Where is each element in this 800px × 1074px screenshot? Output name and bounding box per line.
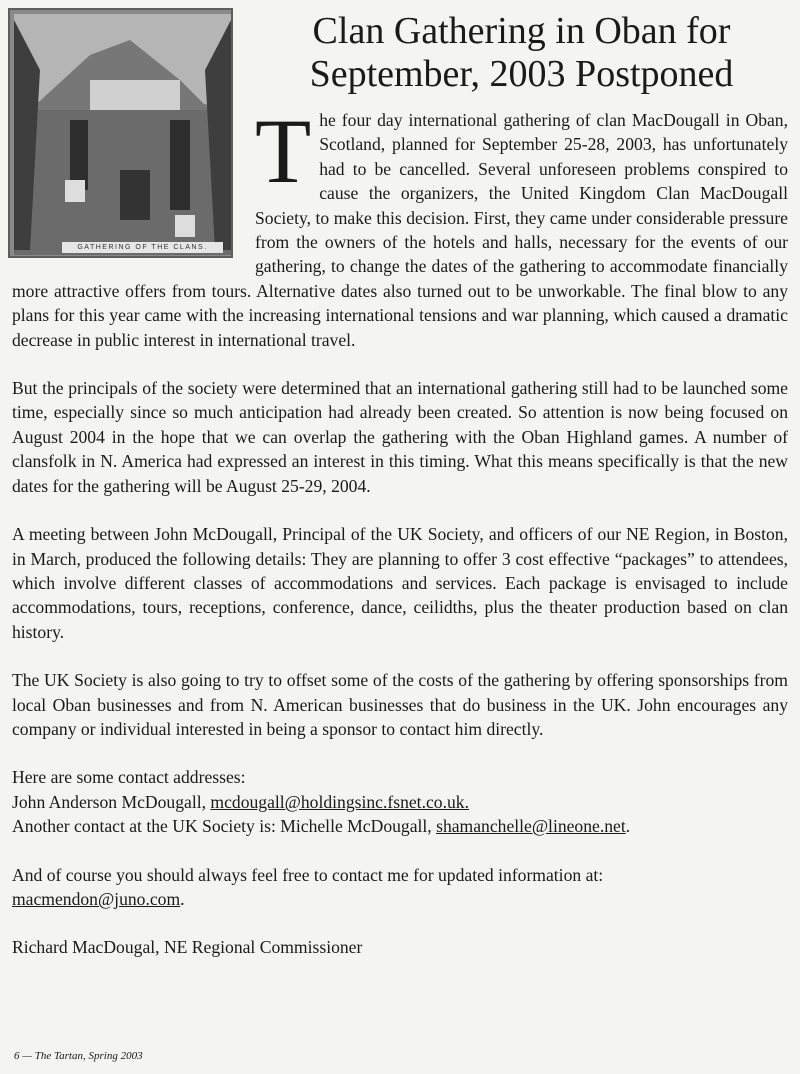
contact-2-label: Another contact at the UK Society is: Michelle McDougall, (12, 816, 437, 837)
closing-end: . (180, 888, 185, 909)
page-footer: 6 — The Tartan, Spring 2003 (14, 1050, 143, 1062)
contact-2-end: . (625, 816, 631, 837)
contact-1-email-link[interactable]: mcdougall@holdingsinc.fsnet.co.uk. (210, 791, 469, 812)
closing-email-link[interactable]: macmendon@juno.com (12, 888, 181, 909)
closing-text: And of course you should always feel free to contact me for updated information at: (12, 864, 604, 885)
illustration-scene (10, 10, 233, 258)
contact-2-email-link[interactable]: shamanchelle@lineone.net (436, 816, 626, 837)
illustration-caption: GATHERING OF THE CLANS. (62, 242, 223, 253)
signature: Richard MacDougal, NE Regional Commissioner (12, 937, 363, 958)
article-title: Clan Gathering in Oban for September, 2003 Postponed (309, 10, 734, 95)
paragraph-4: The UK Society is also going to try to offset some of the costs of the gathering by offering sponsorships from local Oban businesses and from N. American businesses that do business in the UK. John encourages any company or individual interested in being a sponsor to contact him directly. (12, 670, 788, 739)
contact-1 (12, 790, 788, 814)
drop-cap: T (255, 100, 312, 202)
paragraph-1-text: he four day international gathering of clan MacDougall in Oban, Scotland, planned for September 25-28, 2003, has unfortunately had to be cancelled. Several unforeseen problems conspired to cause the organizers, the United Kingdom Clan MacDougall Society, to make this decision. First, they came under considerable pressure from the owners of the hotels and halls, necessary for the events of our gathering, to change the dates of the gathering to accommodate financially more attractive offers from tours. Alternative dates also turned out to be unworkable. The final blow to any plans for this year came with the increasing international tensions and war planning, which caused a dramatic decrease in public interest in international travel. (12, 110, 788, 350)
contact-1-label: John Anderson McDougall, (12, 791, 211, 812)
paragraph-2: But the principals of the society were determined that an international gathering still had to be launched some time, especially since so much anticipation had already been created. So attention is now being focused on August 2004 in the hope that we can overlap the gathering with the Oban Highland games. A number of clansfolk in N. America had expressed an interest in this timing. What this means specifically is that the new dates for the gathering will be August 25-29, 2004. (12, 378, 788, 496)
paragraph-3: A meeting between John McDougall, Principal of the UK Society, and officers of our NE Region, in Boston, in March, produced the following details: They are planning to offer 3 cost effective “packages” to attendees, which involve different classes of accommodations and services. Each package is envisaged to include accommodations, tours, receptions, conference, dance, ceilidths, plus the theater production based on clan history. (12, 524, 788, 642)
closing (12, 863, 788, 912)
contact-2 (12, 814, 788, 838)
contacts-intro: Here are some contact addresses: (12, 767, 246, 788)
gathering-illustration (8, 8, 233, 258)
contacts (12, 765, 788, 838)
